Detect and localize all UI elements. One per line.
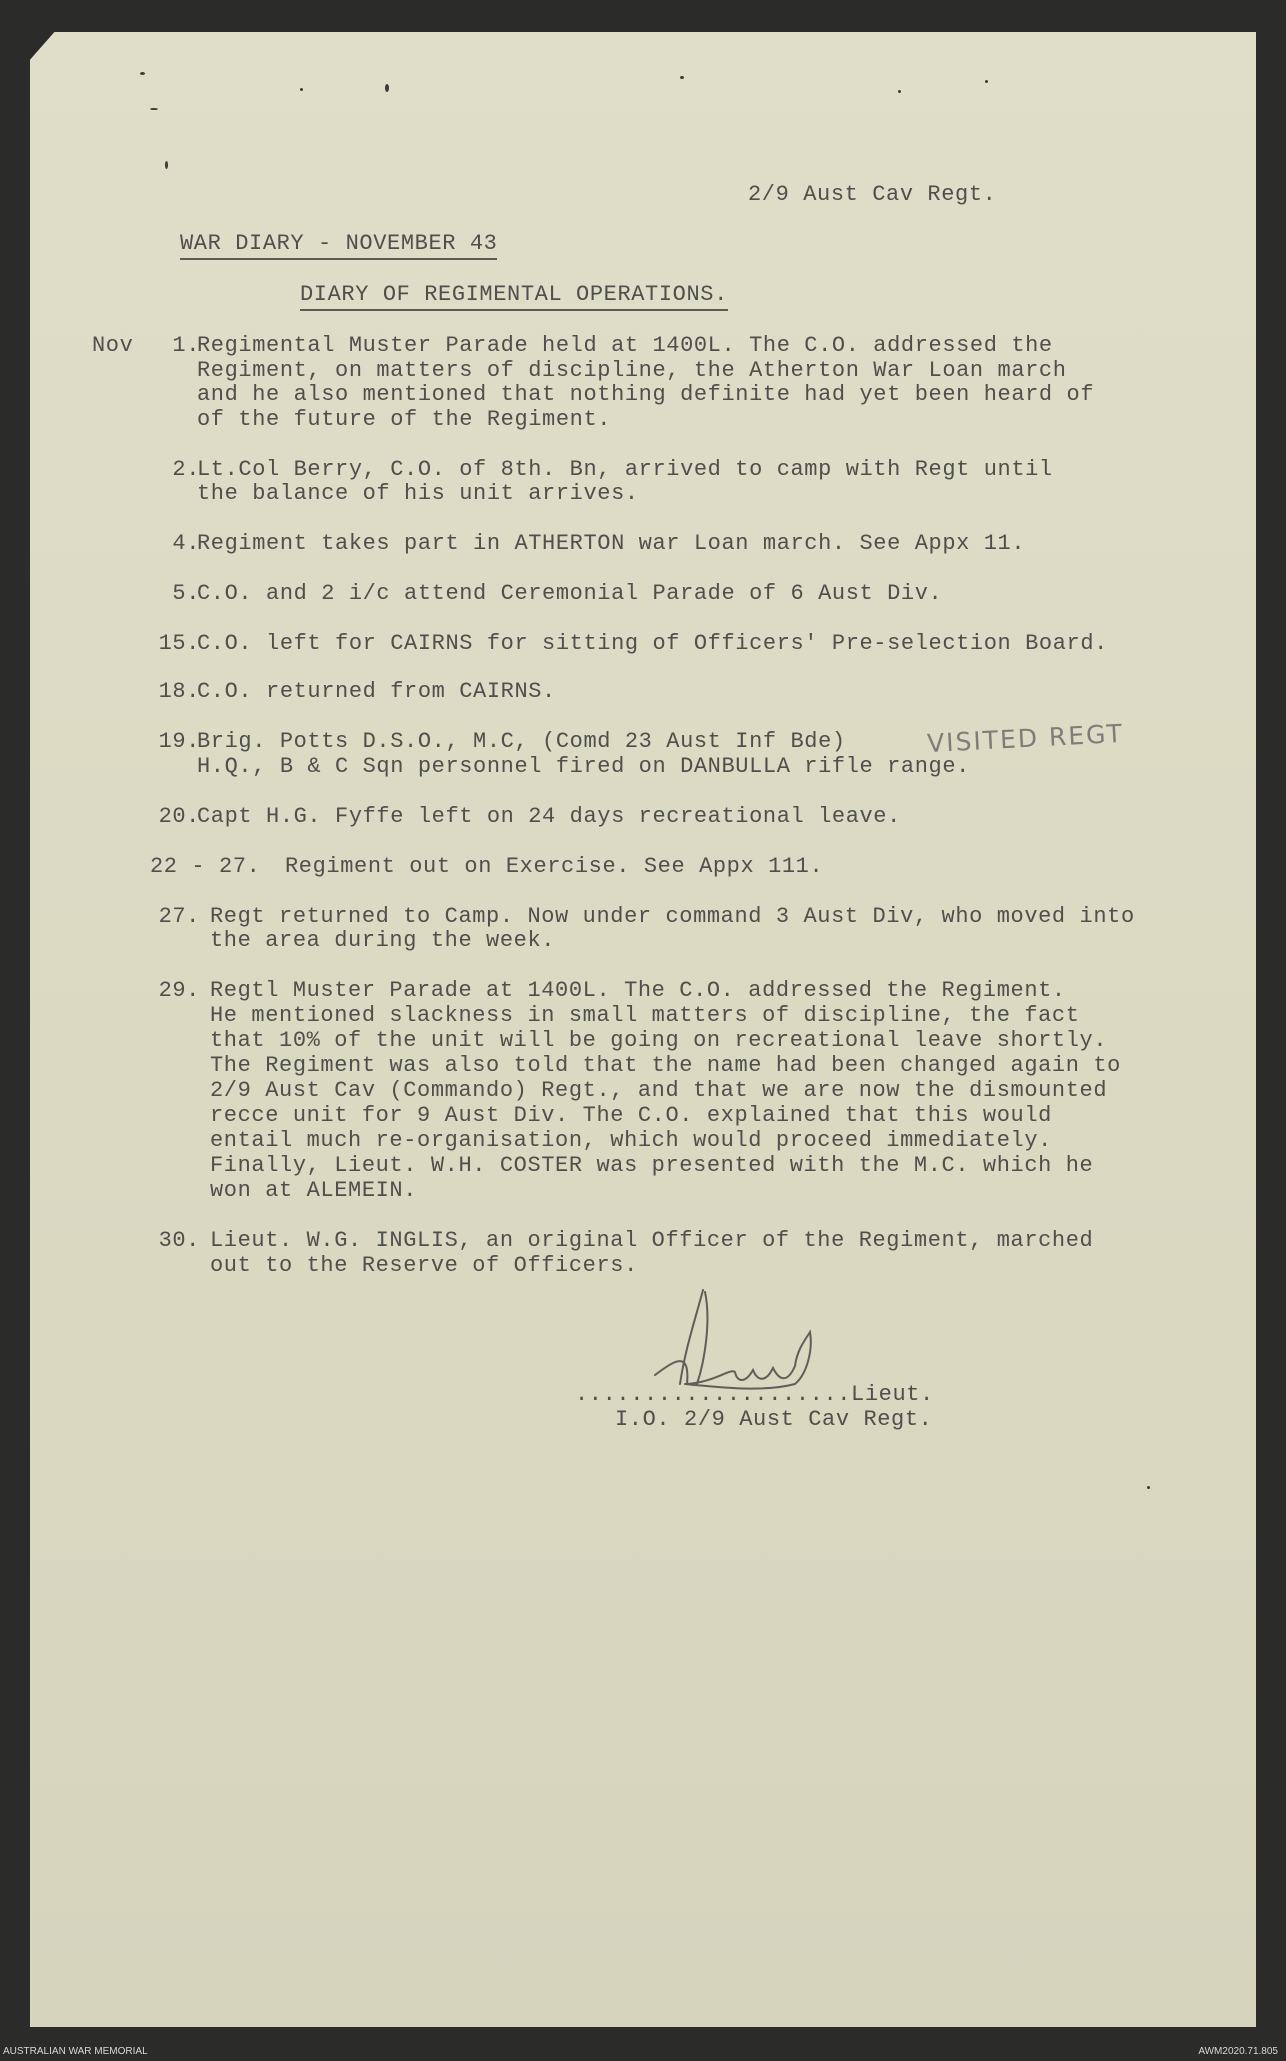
entry-day: 15.: [158, 631, 200, 656]
ink-speck: [300, 88, 303, 91]
signature-title: I.O. 2/9 Aust Cav Regt.: [615, 1407, 933, 1432]
entry-line: won at ALEMEIN.: [210, 1178, 418, 1203]
entry-day: 1.: [172, 333, 200, 358]
entry-line: Regimental Muster Parade held at 1400L. The C.O. addressed the: [197, 333, 1053, 358]
entry-line: C.O. left for CAIRNS for sitting of Officers' Pre-selection Board.: [197, 631, 1108, 656]
unit-header: 2/9 Aust Cav Regt.: [748, 182, 997, 207]
entry-line: of the future of the Regiment.: [197, 407, 612, 432]
ink-speck: [898, 90, 901, 93]
ink-speck: [150, 108, 158, 110]
entry-day: 27.: [158, 904, 200, 929]
entry-line: recce unit for 9 Aust Div. The C.O. explained that this would: [210, 1103, 1052, 1128]
footer-institution: AUSTRALIAN WAR MEMORIAL: [3, 2046, 148, 2057]
entry-day: 5.: [172, 581, 200, 606]
entry-line: and he also mentioned that nothing definite had yet been heard of: [197, 382, 1095, 407]
diary-title: WAR DIARY - NOVEMBER 43: [180, 232, 497, 260]
entry-day: 20.: [158, 804, 200, 829]
entry-line: The Regiment was also told that the name had been changed again to: [210, 1053, 1121, 1078]
ink-speck: [385, 84, 389, 92]
entry-line: 2/9 Aust Cav (Commando) Regt., and that we are now the dismounted: [210, 1078, 1108, 1103]
entry-line: C.O. returned from CAIRNS.: [197, 679, 556, 704]
entry-line: the balance of his unit arrives.: [197, 481, 639, 506]
ink-speck: [985, 80, 988, 83]
entry-day: 18.: [158, 679, 200, 704]
entry-line: H.Q., B & C Sqn personnel fired on DANBULLA rifle range.: [197, 754, 970, 779]
ink-speck: [1147, 1486, 1150, 1489]
entry-day: 2.: [172, 457, 200, 482]
entry-line: entail much re-organisation, which would proceed immediately.: [210, 1128, 1052, 1153]
entry-line: the area during the week.: [210, 928, 556, 953]
entry-line: Capt H.G. Fyffe left on 24 days recreational leave.: [197, 804, 901, 829]
entry-line: Regiment, on matters of discipline, the Atherton War Loan march: [197, 358, 1067, 383]
entry-day: 30.: [158, 1228, 200, 1253]
entry-day: 22 - 27.: [150, 854, 261, 879]
signature-line: ....................Lieut.: [575, 1382, 934, 1407]
ink-speck: [680, 76, 684, 79]
entry-line: Brig. Potts D.S.O., M.C, (Comd 23 Aust Inf Bde): [197, 729, 846, 754]
entry-line: out to the Reserve of Officers.: [210, 1253, 638, 1278]
entry-day: 29.: [158, 978, 200, 1003]
footer-accession-number: AWM2020.71.805: [1198, 2046, 1278, 2057]
entry-line: Lt.Col Berry, C.O. of 8th. Bn, arrived to camp with Regt until: [197, 457, 1053, 482]
month-prefix: Nov: [92, 333, 134, 358]
handwritten-annotation: VISITED REGT: [926, 718, 1125, 759]
entry-line: Lieut. W.G. INGLIS, an original Officer of the Regiment, marched: [210, 1228, 1094, 1253]
entry-day: 19.: [158, 729, 200, 754]
ink-speck: [140, 72, 145, 75]
entry-line: Regt returned to Camp. Now under command 3 Aust Div, who moved into: [210, 904, 1135, 929]
entry-line: Finally, Lieut. W.H. COSTER was presented with the M.C. which he: [210, 1153, 1094, 1178]
diary-subtitle: DIARY OF REGIMENTAL OPERATIONS.: [300, 283, 728, 311]
entry-line: C.O. and 2 i/c attend Ceremonial Parade of 6 Aust Div.: [197, 581, 943, 606]
entry-line: that 10% of the unit will be going on recreational leave shortly.: [210, 1028, 1108, 1053]
entry-line: He mentioned slackness in small matters of discipline, the fact: [210, 1003, 1080, 1028]
entry-line: Regiment takes part in ATHERTON war Loan march. See Appx 11.: [197, 531, 1026, 556]
entry-day: 4.: [172, 531, 200, 556]
entry-line: Regiment out on Exercise. See Appx 111.: [285, 854, 824, 879]
entry-line: Regtl Muster Parade at 1400L. The C.O. addressed the Regiment.: [210, 978, 1066, 1003]
ink-speck: [165, 161, 168, 169]
